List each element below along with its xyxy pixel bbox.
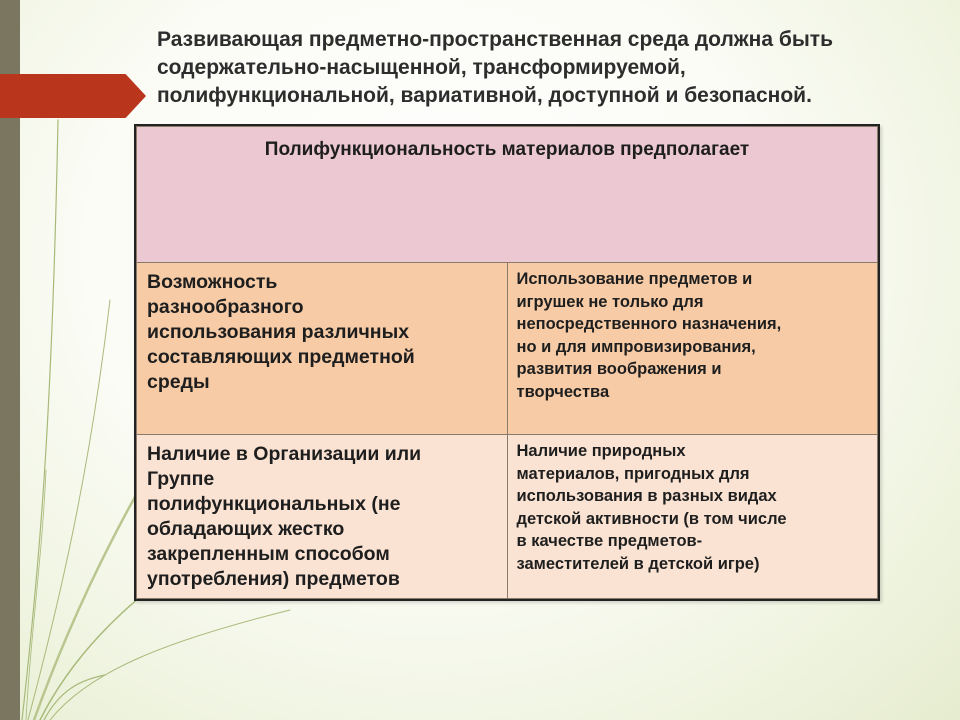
table-row xyxy=(137,263,878,435)
cell-line: заместителей в детской игре) xyxy=(516,554,760,573)
cell-line: закрепленным способом xyxy=(147,543,390,565)
cell-line: но и для импровизирования, xyxy=(516,337,756,356)
cell-line: Группе xyxy=(147,468,215,490)
cell-line: Наличие природных xyxy=(516,442,686,460)
cell-line: Наличие в Организации или xyxy=(147,443,422,465)
cell-line: обладающих жестко xyxy=(147,518,345,540)
cell-line: составляющих предметной xyxy=(147,346,415,368)
cell-line: творчества xyxy=(516,382,610,401)
cell-line: развития воображения и xyxy=(516,360,722,378)
title-line: полифункциональной, вариативной, доступной и безопасной. xyxy=(157,84,812,107)
cell-line: игрушек не только для xyxy=(516,292,704,311)
table-cell-right xyxy=(507,263,878,435)
cell-line: использования в разных видах xyxy=(516,487,777,505)
cell-line: употребления) предметов xyxy=(147,568,400,590)
cell-line: непосредственного назначения, xyxy=(516,315,782,333)
slide-title xyxy=(157,26,947,110)
cell-line: среды xyxy=(147,371,210,393)
cell-line: Использование предметов и xyxy=(516,270,753,288)
cell-line: использования различных xyxy=(147,321,410,343)
cell-line: полифункциональных (не xyxy=(147,493,401,515)
table-header: Полифункциональность материалов предполагает xyxy=(137,127,878,263)
table-row xyxy=(137,435,878,599)
title-line: содержательно-насыщенной, трансформируемой, xyxy=(157,56,686,79)
cell-line: материалов, пригодных для xyxy=(516,464,750,483)
cell-line: в качестве предметов- xyxy=(516,532,703,550)
materials-table xyxy=(134,124,880,601)
table-cell-left xyxy=(137,435,508,599)
cell-line: Возможность xyxy=(147,271,278,293)
table-cell-right xyxy=(507,435,878,599)
title-line: Развивающая предметно-пространственная среда должна быть xyxy=(157,28,833,51)
accent-arrow-tab xyxy=(0,74,146,118)
table-cell-left xyxy=(137,263,508,435)
cell-line: детской активности (в том числе xyxy=(516,509,787,528)
cell-line: разнообразного xyxy=(147,296,304,318)
